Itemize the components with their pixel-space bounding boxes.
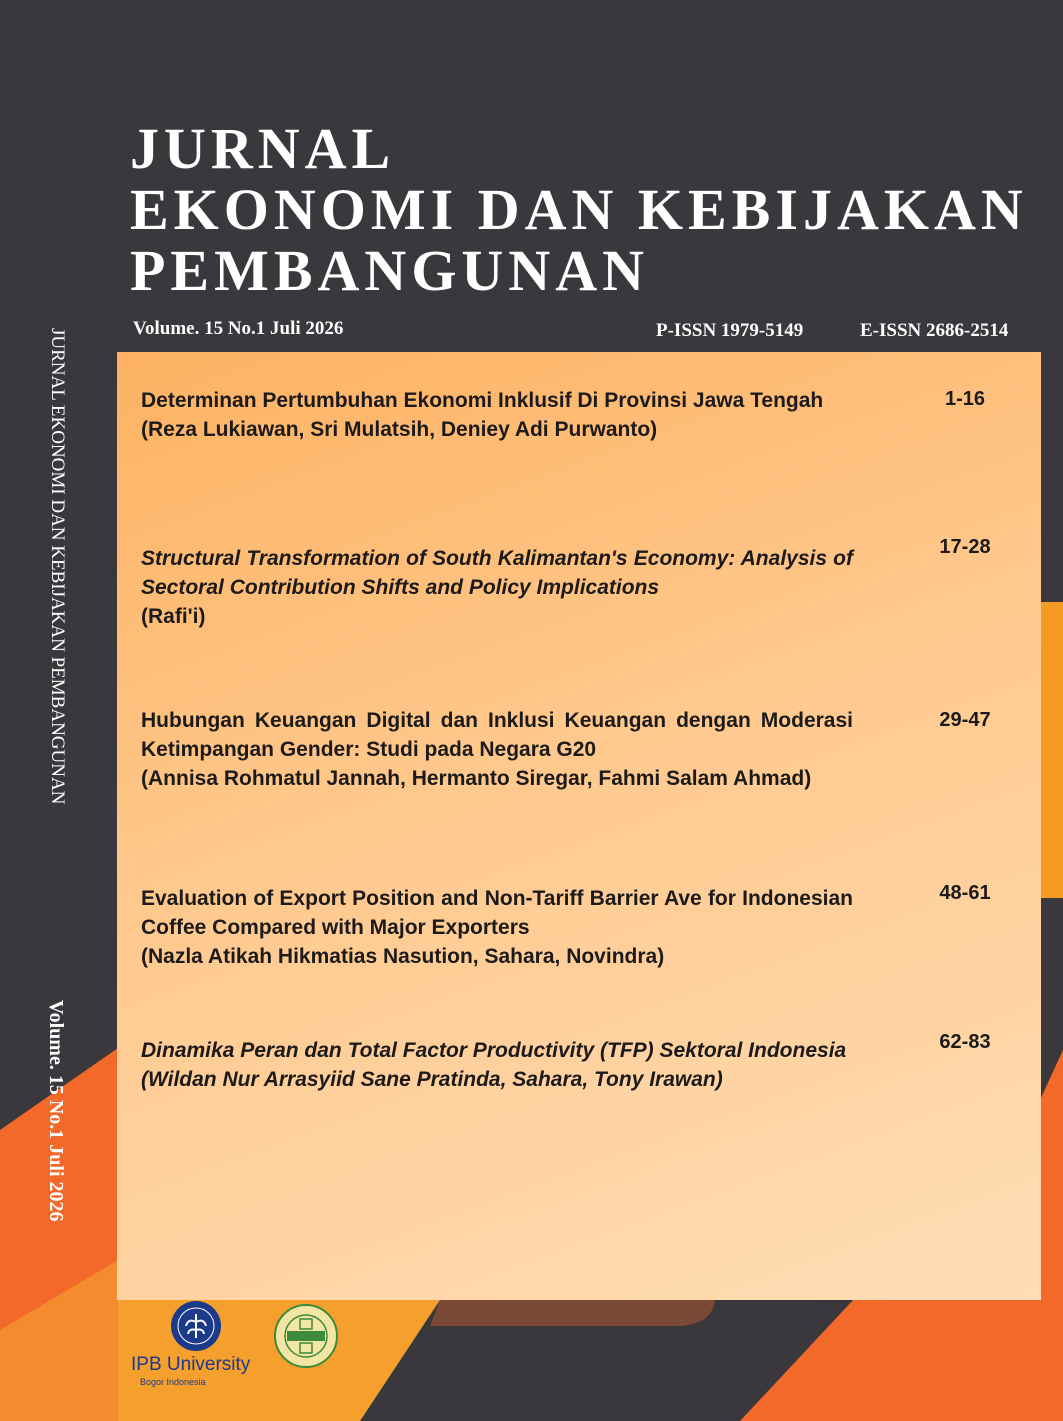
- article-entry: [141, 1036, 853, 1094]
- article-pages: 48-61: [939, 882, 991, 904]
- spine-title: JURNAL EKONOMI DAN KEBIJAKAN PEMBANGUNAN: [47, 328, 68, 805]
- journal-title-line: PEMBANGUNAN: [130, 238, 649, 303]
- article-entry: [141, 884, 853, 971]
- spine-volume: Volume. 15 No.1 Juli 2026: [45, 1000, 67, 1222]
- article-entry: [141, 706, 853, 793]
- article-pages: 1-16: [944, 388, 986, 410]
- article-authors: (Wildan Nur Arrasyiid Sane Pratinda, Sahara, Tony Irawan): [141, 1068, 723, 1091]
- article-authors: (Reza Lukiawan, Sri Mulatsih, Deniey Adi Purwanto): [141, 418, 658, 441]
- article-title: Determinan Pertumbuhan Ekonomi Inklusif Di Provinsi Jawa Tengah: [141, 389, 824, 412]
- ipb-subtitle: Bogor Indonesia: [140, 1377, 206, 1387]
- article-title: Evaluation of Export Position and Non-Tariff Barrier Ave for Indonesian Coffee Compared with Major Exporters: [141, 887, 853, 939]
- article-title: Dinamika Peran dan Total Factor Productivity (TFP) Sektoral Indonesia: [141, 1039, 847, 1062]
- e-issn: E-ISSN 2686-2514: [860, 320, 1009, 341]
- perhepi-logo: [273, 1303, 339, 1369]
- article-pages: 17-28: [939, 536, 991, 558]
- amber-stripe: [1040, 602, 1063, 898]
- ipb-name: IPB University: [131, 1354, 251, 1375]
- article-title: Structural Transformation of South Kalimantan's Economy: Analysis of Sectoral Contribution Shifts and Policy Implications: [141, 547, 853, 599]
- article-entry: [141, 544, 853, 631]
- article-authors: (Nazla Atikah Hikmatias Nasution, Sahara, Novindra): [141, 945, 665, 968]
- article-authors: (Rafi'i): [141, 605, 206, 628]
- article-title: Hubungan Keuangan Digital dan Inklusi Keuangan dengan Moderasi Ketimpangan Gender: Studi pada Negara G20: [141, 709, 853, 761]
- perhepi-banner-icon: [287, 1331, 325, 1341]
- article-pages: 29-47: [939, 709, 991, 731]
- volume-info: Volume. 15 No.1 Juli 2026: [133, 318, 344, 339]
- contents-panel: [117, 352, 1041, 1300]
- journal-title-line: EKONOMI DAN KEBIJAKAN: [130, 177, 1028, 242]
- journal-title-line: JURNAL: [130, 116, 396, 181]
- article-pages: 62-83: [939, 1031, 991, 1053]
- article-authors: (Annisa Rohmatul Jannah, Hermanto Siregar, Fahmi Salam Ahmad): [141, 767, 812, 790]
- journal-title: [130, 118, 1028, 301]
- p-issn: P-ISSN 1979-5149: [656, 320, 804, 341]
- brown-accent: [430, 1300, 715, 1326]
- article-entry: [141, 386, 853, 444]
